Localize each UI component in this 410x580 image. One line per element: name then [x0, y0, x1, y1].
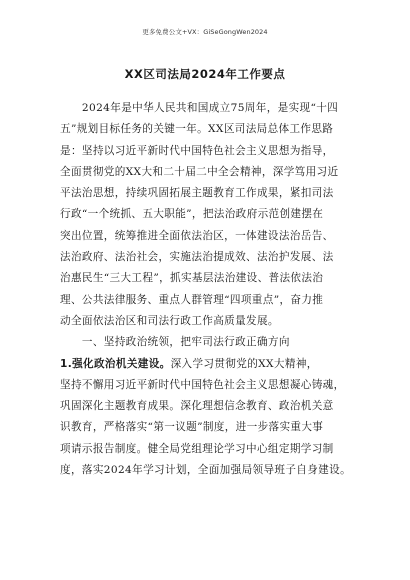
- section-heading: 一、坚持政治统领，把牢司法行政正确方向: [60, 336, 290, 349]
- subsection-first-line: [60, 354, 356, 375]
- paragraph-line: 行政“一个统抓、五大职能”，把法治政府示范创建摆在: [60, 208, 324, 221]
- paragraph-line: 五”规划目标任务的关键一年。XX区司法局总体工作思路: [60, 123, 334, 136]
- subsection-line: 度，落实2024年学习计划，全面加强局领导班子自身建设。: [60, 464, 352, 477]
- paragraph-line: 全面贯彻党的XX大和二十届二中全会精神，深学笃用习近: [60, 165, 339, 178]
- subsection-lead: 1.强化政治机关建设。: [60, 357, 171, 370]
- paragraph-line: 是：坚持以习近平新时代中国特色社会主义思想为指导，: [60, 144, 334, 157]
- subsection-line: 项请示报告制度。健全局党组理论学习中心组定期学习制: [60, 442, 334, 455]
- subsection-line: 坚持不懈用习近平新时代中国特色社会主义思想凝心铸魂，: [60, 378, 345, 391]
- paragraph-line: 2024年是中华人民共和国成立75周年，是实现“十四: [60, 102, 339, 114]
- subsection-first-line-text: 深入学习贯彻党的XX大精神，: [170, 357, 318, 370]
- subsection-line: 巩固深化主题教育成果。深化理想信念教育、政治机关意: [60, 400, 334, 413]
- paragraph-line: 突出位置，统筹推进全面依法治区，一体建设法治岳告、: [60, 229, 334, 242]
- document-title: XX区司法局2024年工作要点: [124, 67, 286, 81]
- paragraph-line: 理、公共法律服务、重点人群管理“四项重点”，奋力推: [60, 293, 324, 306]
- document-body: [60, 98, 356, 481]
- header-note: 更多免费公文+VX：GiSeGongWen2024: [142, 28, 268, 36]
- paragraph-line: 动全面依法治区和司法行政工作高质量发展。: [60, 314, 279, 327]
- paragraph-line: 治惠民生“三大工程”，抓实基层法治建设、普法依法治: [60, 272, 324, 285]
- subsection-line: 识教育，严格落实“第一议题”制度，进一步落实重大事: [60, 421, 324, 434]
- paragraph-line: 平法治思想，持续巩固拓展主题教育工作成果，紧扣司法: [60, 187, 334, 200]
- paragraph-line: 法治政府、法治社会，实施法治提成效、法治护发展、法: [60, 251, 334, 264]
